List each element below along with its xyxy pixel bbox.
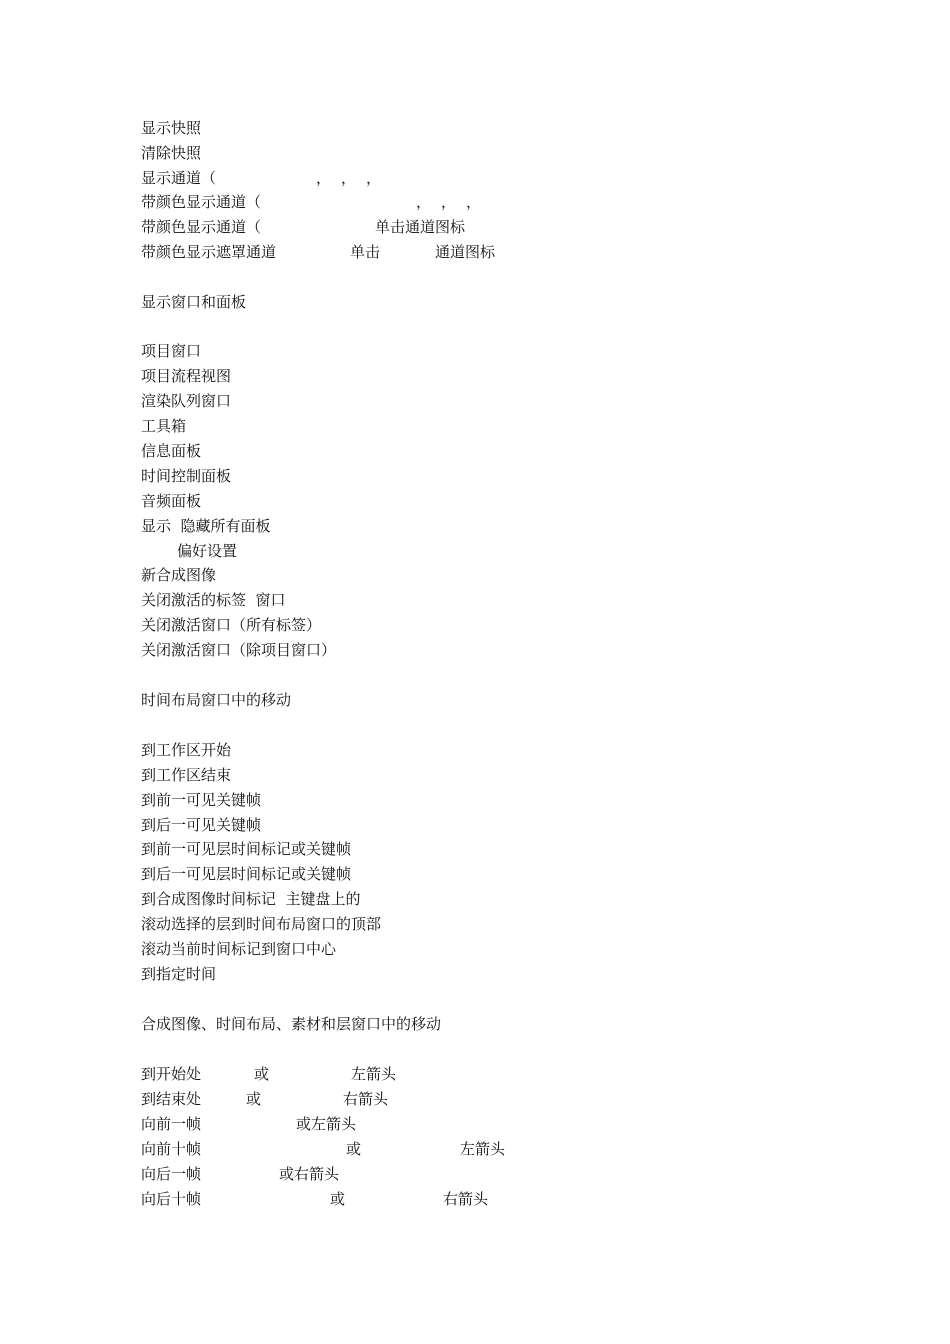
show-channel-color-comma-3: ， (466, 193, 482, 211)
nav-row-or: 或 (346, 1140, 362, 1158)
navigation-heading-text: 合成图像、时间布局、素材和层窗口中的移动 (141, 1015, 442, 1033)
nav-row-key: 左箭头 (351, 1065, 397, 1083)
list-item-text: 项目流程视图 (141, 367, 232, 385)
list-item-text: 显示 隐藏所有面板 (141, 517, 271, 535)
list-item-text: 关闭激活窗口（所有标签） (141, 616, 322, 634)
list-item-text: 关闭激活的标签 窗口 (141, 591, 286, 609)
list-item-text: 滚动当前时间标记到窗口中心 (141, 940, 337, 958)
windows-heading-text: 显示窗口和面板 (141, 293, 247, 311)
nav-row-key: 或右箭头 (279, 1165, 340, 1183)
list-item-text: 到前一可见关键帧 (141, 791, 262, 809)
nav-row-or: 或 (254, 1065, 270, 1083)
list-item-text: 时间控制面板 (141, 467, 232, 485)
show-channel-comma-2: ， (341, 169, 357, 187)
list-item-text: 到工作区开始 (141, 741, 232, 759)
list-item-text: 到后一可见层时间标记或关键帧 (141, 865, 352, 883)
list-item-text: 到前一可见层时间标记或关键帧 (141, 840, 352, 858)
show-mask-color-label: 带颜色显示遮罩通道 (141, 243, 277, 261)
nav-row-key: 右箭头 (443, 1190, 489, 1208)
show-channel-comma-1: ， (316, 169, 332, 187)
nav-row-label: 向前十帧 (141, 1140, 202, 1158)
list-item-text: 项目窗口 (141, 342, 202, 360)
nav-row-label: 向后一帧 (141, 1165, 202, 1183)
nav-row-label: 向前一帧 (141, 1115, 202, 1133)
list-item-text: 到工作区结束 (141, 766, 232, 784)
snapshot-show-text: 显示快照 (141, 119, 202, 137)
list-item-text: 到指定时间 (141, 965, 217, 983)
show-channel-color-click-label: 带颜色显示通道（ (141, 218, 262, 236)
show-channel-color-comma-2: ， (441, 193, 457, 211)
nav-row-key: 或左箭头 (296, 1115, 357, 1133)
list-item-text: 工具箱 (141, 417, 187, 435)
list-item-text: 新合成图像 (141, 566, 217, 584)
nav-row-key: 右箭头 (343, 1090, 389, 1108)
list-item-text: 渲染队列窗口 (141, 392, 232, 410)
snapshot-clear-text: 清除快照 (141, 144, 202, 162)
list-item-text: 到后一可见关键帧 (141, 816, 262, 834)
show-mask-color-click: 单击 (350, 243, 381, 261)
nav-row-label: 到开始处 (141, 1065, 202, 1083)
nav-row-label: 向后十帧 (141, 1190, 202, 1208)
list-item-text: 关闭激活窗口（除项目窗口） (141, 641, 337, 659)
show-channel-label: 显示通道（ (141, 169, 217, 187)
nav-row-or: 或 (246, 1090, 262, 1108)
list-item-text: 到合成图像时间标记 主键盘上的 (141, 890, 361, 908)
list-item-text: 滚动选择的层到时间布局窗口的顶部 (141, 915, 382, 933)
nav-row-or: 或 (330, 1190, 346, 1208)
nav-row-label: 到结束处 (141, 1090, 202, 1108)
nav-row-key: 左箭头 (460, 1140, 506, 1158)
list-item-text: 音频面板 (141, 492, 202, 510)
show-channel-color-click-action: 单击通道图标 (375, 218, 466, 236)
show-channel-color-comma-1: ， (416, 193, 432, 211)
list-item-text: 偏好设置 (177, 542, 238, 560)
show-mask-color-icon: 通道图标 (435, 243, 496, 261)
show-channel-color-label: 带颜色显示通道（ (141, 193, 262, 211)
timeline-heading-text: 时间布局窗口中的移动 (141, 691, 292, 709)
show-channel-comma-3: ， (366, 169, 382, 187)
list-item-text: 信息面板 (141, 442, 202, 460)
